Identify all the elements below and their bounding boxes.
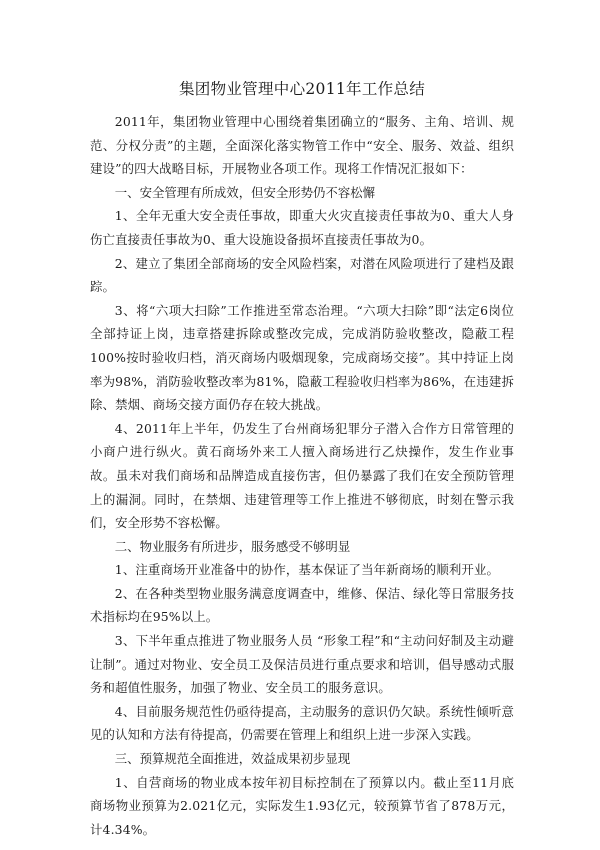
section-1-item-3: 3、将“六项大扫除”工作推进至常态治理。“六项大扫除”即“法定6岗位全部持证上岗，违章搭建拆除或整改完成，完成消防验收整改，隐蔽工程100%按时验收归档，消灭商场内吸烟现象，完成商场交接”。其中持证上岗率为98%，消防验收整改率为81%，隐蔽工程验收归档率为86%，在违建拆除、禁烟、商场交接方面仍存在较大挑战。 — [90, 302, 514, 413]
section-1-item-2: 2、建立了集团全部商场的安全风险档案，对潜在风险项进行了建档及跟踪。 — [90, 255, 514, 295]
section-2-item-4: 4、目前服务规范性仍亟待提高，主动服务的意识仍欠缺。系统性倾听意见的认知和方法有待提高，仍需要在管理上和组织上进一步深入实践。 — [90, 703, 514, 743]
intro-paragraph: 2011年，集团物业管理中心围绕着集团确立的“服务、主角、培训、规范、分权分责”的主题，全面深化落实物管工作中“安全、服务、效益、组织建设”的四大战略目标，开展物业各项工作。现将工作情况汇报如下： — [90, 114, 514, 177]
document-title: 集团物业管理中心2011年工作总结 — [178, 80, 426, 98]
section-2-item-1: 1、注重商场开业准备中的协作，基本保证了当年新商场的顺利开业。 — [114, 562, 500, 578]
section-1-heading: 一、安全管理有所成效，但安全形势仍不容松懈 — [114, 184, 375, 200]
section-2-heading: 二、物业服务有所进步，服务感受不够明显 — [114, 538, 351, 554]
section-3-item-1: 1、自营商场的物业成本按年初目标控制在了预算以内。截止至11月底商场物业预算为2.021亿元，实际发生1.93亿元，较预算节省了878万元，计4.34%。 — [90, 774, 514, 837]
section-1-item-1: 1、全年无重大安全责任事故，即重大火灾直接责任事故为0、重大人身伤亡直接责任事故为0、重大设施设备损坏直接责任事故为0。 — [90, 208, 514, 247]
document-page — [90, 78, 514, 841]
section-2-item-3: 3、下半年重点推进了物业服务人员 “形象工程”和“主动问好制及主动避让制”。通过对物业、安全员工及保洁员进行重点要求和培训，倡导感动式服务和超值性服务，加强了物业、安全员工的服务意识。 — [90, 633, 514, 696]
section-2-item-2: 2、在各种类型物业服务满意度调查中，维修、保洁、绿化等日常服务技术指标均在95%以上。 — [90, 585, 514, 625]
section-3-heading: 三、预算规范全面推进，效益成果初步显现 — [114, 751, 351, 767]
section-1-item-4: 4、2011年上半年，仍发生了台州商场犯罪分子潜入合作方日常管理的小商户进行纵火。黄石商场外来工人擅入商场进行乙炔操作，发生作业事故。虽未对我们商场和品牌造成直接伤害，但仍暴露了我们在安全预防管理上的漏洞。同时，在禁烟、违建管理等工作上推进不够彻底，时刻在警示我们，安全形势不容松懈。 — [90, 420, 514, 531]
